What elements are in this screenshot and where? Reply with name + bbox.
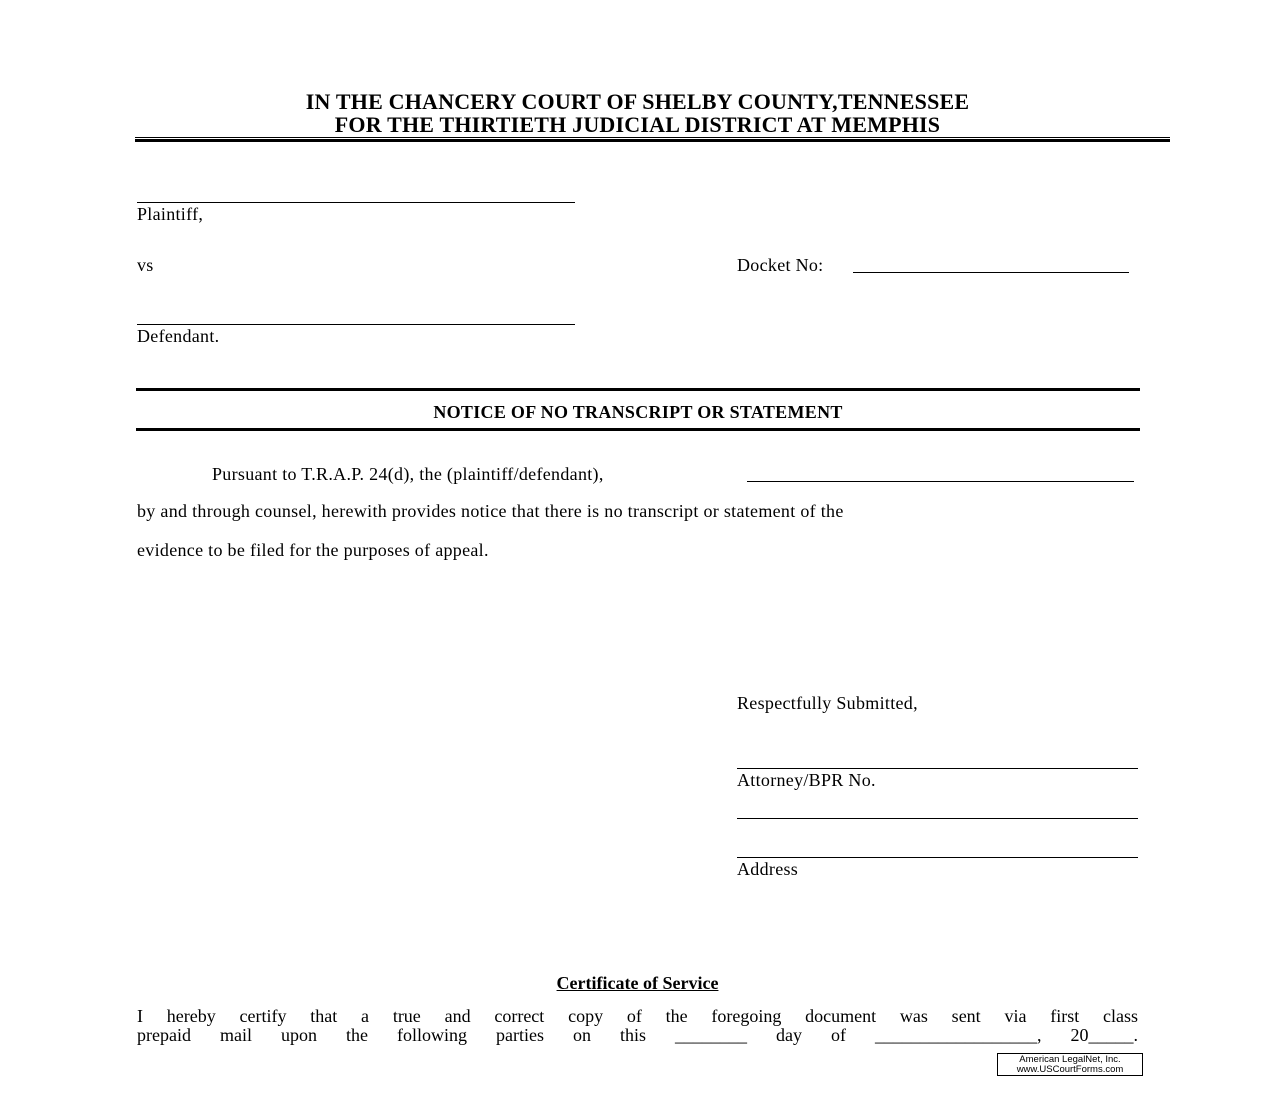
plaintiff-label: Plaintiff, xyxy=(137,204,204,224)
attorney-signature-line[interactable] xyxy=(737,768,1138,769)
notice-paragraph-line1: Pursuant to T.R.A.P. 24(d), the (plaintiff/defendant), xyxy=(212,464,604,484)
court-title-line2: FOR THE THIRTIETH JUDICIAL DISTRICT AT MEMPHIS xyxy=(334,112,941,137)
certificate-line1: I hereby certify that a true and correct copy of the foregoing document was sent via first class xyxy=(137,1006,1138,1026)
notice-title: NOTICE OF NO TRANSCRIPT OR STATEMENT xyxy=(433,402,843,422)
notice-paragraph-line2: by and through counsel, herewith provides notice that there is no transcript or statement of the xyxy=(137,501,844,521)
vs-label: vs xyxy=(137,255,154,275)
notice-rule-top xyxy=(136,388,1140,391)
closing-text: Respectfully Submitted, xyxy=(737,693,918,713)
defendant-label: Defendant. xyxy=(137,326,220,346)
certificate-title: Certificate of Service xyxy=(556,973,719,993)
publisher-stamp xyxy=(997,1053,1143,1076)
header-rule-thick xyxy=(135,139,1170,142)
party-name-line[interactable] xyxy=(747,481,1134,482)
defendant-name-line[interactable] xyxy=(137,324,575,325)
court-title-line1: IN THE CHANCERY COURT OF SHELBY COUNTY,TENNESSEE xyxy=(305,89,970,114)
publisher-name: American LegalNet, Inc. xyxy=(1019,1054,1121,1065)
notice-rule-bottom xyxy=(136,428,1140,431)
plaintiff-name-line[interactable] xyxy=(137,202,575,203)
docket-number-line[interactable] xyxy=(853,272,1129,273)
address-line-2[interactable] xyxy=(737,857,1138,858)
certificate-line2: prepaid mail upon the following parties on this ________ day of __________________, 20_____. xyxy=(137,1025,1138,1045)
address-label: Address xyxy=(737,859,799,879)
header-rule-thin xyxy=(135,137,1170,138)
publisher-website: www.USCourtForms.com xyxy=(1016,1064,1124,1075)
address-line-1[interactable] xyxy=(737,818,1138,819)
notice-paragraph-line3: evidence to be filed for the purposes of appeal. xyxy=(137,540,489,560)
attorney-label: Attorney/BPR No. xyxy=(737,770,876,790)
docket-label: Docket No: xyxy=(737,255,824,275)
